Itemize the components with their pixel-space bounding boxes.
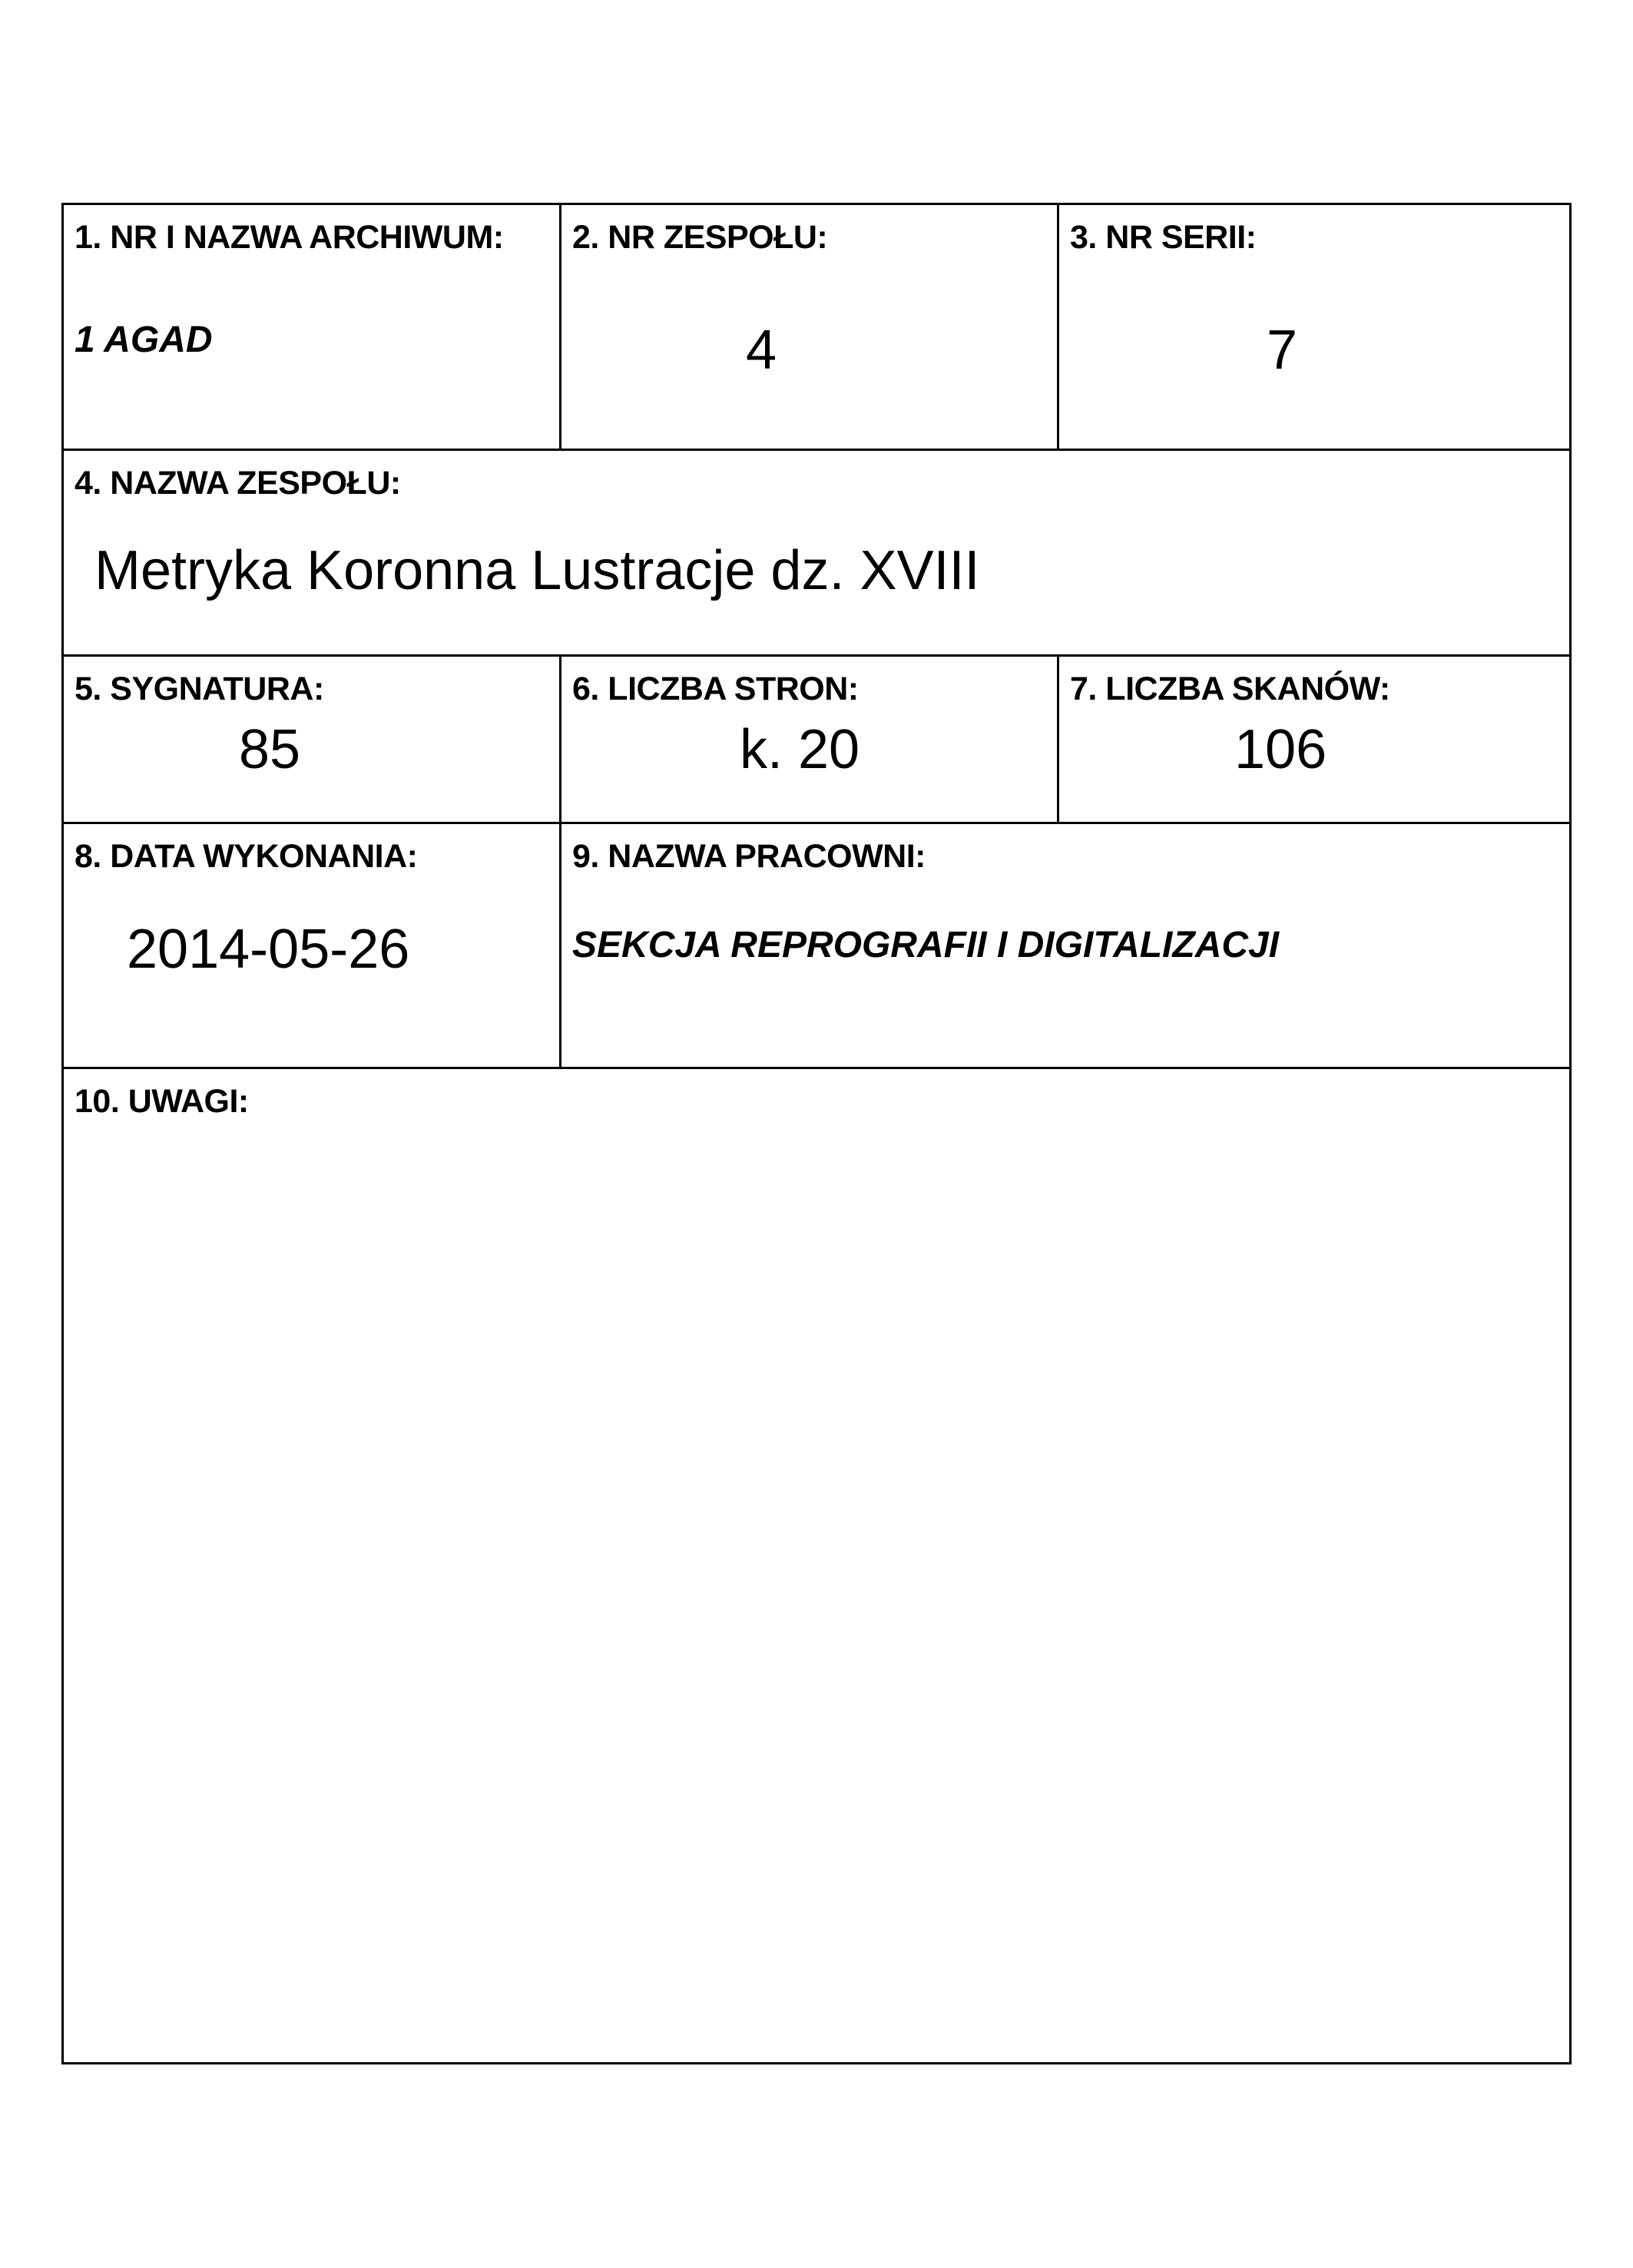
date-cell bbox=[64, 824, 559, 1067]
scan-count-label: 7. LICZBA SKANÓW: bbox=[1070, 670, 1390, 707]
archive-value: 1 AGAD bbox=[75, 320, 213, 360]
notes-cell bbox=[64, 1069, 1569, 2062]
fonds-name-cell bbox=[64, 451, 1569, 654]
signature-label: 5. SYGNATURA: bbox=[75, 670, 324, 707]
workshop-value: SEKCJA REPROGRAFII I DIGITALIZACJI bbox=[572, 925, 1280, 965]
workshop-label: 9. NAZWA PRACOWNI: bbox=[572, 838, 926, 875]
page-count-value: k. 20 bbox=[740, 719, 860, 780]
scan-count-value: 106 bbox=[1234, 719, 1327, 780]
fonds-number-value: 4 bbox=[746, 320, 777, 381]
page-count-label: 6. LICZBA STRON: bbox=[572, 670, 859, 707]
fonds-name-value: Metryka Koronna Lustracje dz. XVIII bbox=[94, 540, 980, 601]
page-count-cell bbox=[561, 657, 1057, 822]
date-label: 8. DATA WYKONANIA: bbox=[75, 838, 418, 875]
series-number-label: 3. NR SERII: bbox=[1070, 219, 1257, 256]
series-number-value: 7 bbox=[1267, 320, 1298, 381]
archive-cell bbox=[64, 205, 559, 449]
date-value: 2014-05-26 bbox=[127, 919, 410, 980]
scan-metadata-form bbox=[61, 203, 1572, 2064]
signature-value: 85 bbox=[239, 719, 301, 780]
fonds-number-cell bbox=[561, 205, 1057, 449]
fonds-number-label: 2. NR ZESPOŁU: bbox=[572, 219, 828, 256]
signature-cell bbox=[64, 657, 559, 822]
scan-count-cell bbox=[1059, 657, 1569, 822]
fonds-name-label: 4. NAZWA ZESPOŁU: bbox=[75, 465, 401, 502]
workshop-cell bbox=[561, 824, 1569, 1067]
series-number-cell bbox=[1059, 205, 1569, 449]
archive-label: 1. NR I NAZWA ARCHIWUM: bbox=[75, 219, 504, 256]
notes-label: 10. UWAGI: bbox=[75, 1083, 249, 1120]
